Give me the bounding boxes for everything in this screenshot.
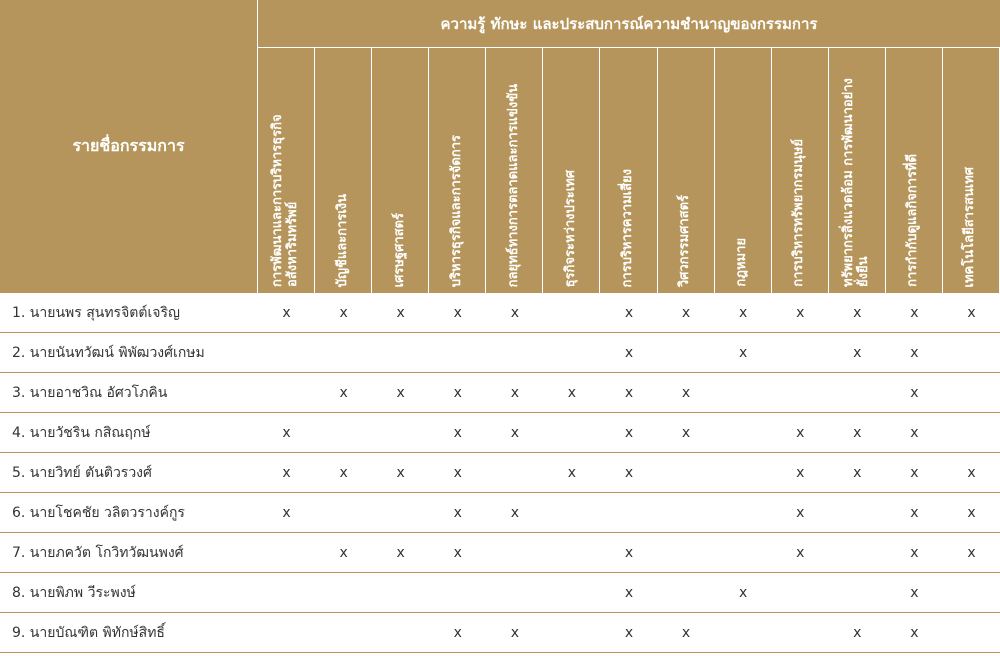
- skill-mark-cell: x: [486, 373, 543, 413]
- skills-group-header: ความรู้ ทักษะ และประสบการณ์ความชำนาญของกรรมการ: [258, 0, 1000, 48]
- skill-mark-cell: [715, 373, 772, 413]
- skill-mark-cell: x: [315, 533, 372, 573]
- skill-label: การบริหารความเสี่ยง: [620, 168, 636, 287]
- skill-mark-cell: x: [943, 533, 1000, 573]
- skill-mark-cell: [829, 493, 886, 533]
- skill-mark-cell: [715, 453, 772, 493]
- skill-mark-cell: x: [886, 333, 943, 373]
- skill-label: วิศวกรรมศาสตร์: [677, 194, 693, 287]
- skill-mark-cell: x: [315, 453, 372, 493]
- skill-mark-cell: x: [886, 373, 943, 413]
- skill-mark-cell: x: [486, 413, 543, 453]
- skill-mark-cell: x: [600, 413, 657, 453]
- skill-mark-cell: [315, 493, 372, 533]
- skill-mark-cell: x: [886, 293, 943, 333]
- skill-mark-cell: [829, 573, 886, 613]
- skill-mark-cell: x: [429, 613, 486, 653]
- skill-column-header: [543, 48, 600, 293]
- director-name: 7. นายภควัต โกวิทวัฒนพงศ์: [0, 533, 258, 573]
- skill-mark-cell: [315, 333, 372, 373]
- skill-mark-cell: [715, 533, 772, 573]
- skill-mark-cell: x: [943, 453, 1000, 493]
- skill-mark-cell: [372, 573, 429, 613]
- skill-mark-cell: [258, 533, 315, 573]
- director-name: 6. นายโชคชัย วลิตวรางค์กูร: [0, 493, 258, 533]
- skill-mark-cell: x: [772, 453, 829, 493]
- skill-mark-cell: [943, 573, 1000, 613]
- skill-mark-cell: [486, 573, 543, 613]
- skill-label: ธุรกิจระหว่างประเทศ: [562, 169, 578, 287]
- skill-label: การพัฒนาและการบริหารธุรกิจอสังหาริมทรัพย์: [270, 114, 301, 287]
- skill-mark-cell: [258, 573, 315, 613]
- skill-column-header: [486, 48, 543, 293]
- skill-label: กฎหมาย: [734, 238, 750, 287]
- skill-mark-cell: x: [772, 493, 829, 533]
- skill-mark-cell: x: [715, 293, 772, 333]
- skill-label: บริหารธุรกิจและการจัดการ: [448, 134, 464, 287]
- skill-mark-cell: [943, 333, 1000, 373]
- skill-mark-cell: x: [486, 613, 543, 653]
- skill-mark-cell: [543, 573, 600, 613]
- skill-mark-cell: x: [258, 293, 315, 333]
- skill-mark-cell: x: [315, 373, 372, 413]
- skill-mark-cell: x: [829, 613, 886, 653]
- skill-mark-cell: [715, 613, 772, 653]
- skill-mark-cell: [600, 493, 657, 533]
- skill-column-header: [886, 48, 943, 293]
- skill-mark-cell: x: [429, 413, 486, 453]
- skill-mark-cell: [543, 293, 600, 333]
- director-name: 2. นายนันทวัฒน์ พิพัฒวงศ์เกษม: [0, 333, 258, 373]
- director-name: 4. นายวัชริน กสิณฤกษ์: [0, 413, 258, 453]
- skill-mark-cell: [715, 413, 772, 453]
- skill-column-header: [600, 48, 657, 293]
- skill-mark-cell: x: [543, 373, 600, 413]
- skill-mark-cell: [372, 333, 429, 373]
- skill-mark-cell: x: [258, 413, 315, 453]
- skill-mark-cell: x: [658, 613, 715, 653]
- director-name: 1. นายนพร สุนทรจิตต์เจริญ: [0, 293, 258, 333]
- skill-column-header: [429, 48, 486, 293]
- skill-mark-cell: [943, 413, 1000, 453]
- skill-mark-cell: [372, 413, 429, 453]
- skill-mark-cell: x: [315, 293, 372, 333]
- skill-mark-cell: x: [715, 333, 772, 373]
- skill-mark-cell: [258, 333, 315, 373]
- skill-mark-cell: x: [600, 573, 657, 613]
- skill-mark-cell: x: [486, 493, 543, 533]
- skill-mark-cell: x: [372, 293, 429, 333]
- skill-mark-cell: x: [943, 293, 1000, 333]
- skill-mark-cell: [372, 613, 429, 653]
- skill-mark-cell: [658, 333, 715, 373]
- skill-label: กลยุทธ์ทางการตลาดและการแข่งขัน: [505, 83, 521, 287]
- skill-mark-cell: x: [829, 453, 886, 493]
- skill-label: เศรษฐศาสตร์: [391, 212, 407, 287]
- skill-mark-cell: [258, 373, 315, 413]
- skill-mark-cell: x: [715, 573, 772, 613]
- skill-mark-cell: x: [429, 533, 486, 573]
- skill-column-header: [258, 48, 315, 293]
- skill-mark-cell: [429, 573, 486, 613]
- skill-mark-cell: [258, 613, 315, 653]
- skill-mark-cell: [658, 453, 715, 493]
- skill-mark-cell: x: [600, 293, 657, 333]
- skill-mark-cell: x: [486, 293, 543, 333]
- skill-mark-cell: [543, 493, 600, 533]
- skill-mark-cell: x: [429, 293, 486, 333]
- director-name: 8. นายพิภพ วีระพงษ์: [0, 573, 258, 613]
- skill-mark-cell: [772, 613, 829, 653]
- skill-mark-cell: x: [372, 453, 429, 493]
- skill-column-header: [715, 48, 772, 293]
- skill-mark-cell: [715, 493, 772, 533]
- skill-mark-cell: [772, 573, 829, 613]
- skill-mark-cell: [543, 413, 600, 453]
- skill-mark-cell: x: [600, 373, 657, 413]
- skill-column-header: [772, 48, 829, 293]
- skill-mark-cell: x: [886, 533, 943, 573]
- skill-mark-cell: x: [543, 453, 600, 493]
- director-name: 3. นายอาชวิณ อัศวโภคิน: [0, 373, 258, 413]
- skill-mark-cell: x: [772, 413, 829, 453]
- skill-mark-cell: x: [886, 573, 943, 613]
- skill-mark-cell: x: [886, 613, 943, 653]
- director-name-header: รายชื่อกรรมการ: [0, 0, 258, 293]
- skill-column-header: [658, 48, 715, 293]
- skill-mark-cell: x: [886, 493, 943, 533]
- skill-mark-cell: x: [600, 333, 657, 373]
- skill-mark-cell: x: [772, 293, 829, 333]
- skill-mark-cell: x: [886, 413, 943, 453]
- skill-mark-cell: [543, 333, 600, 373]
- skill-mark-cell: x: [829, 413, 886, 453]
- skill-mark-cell: x: [372, 533, 429, 573]
- skill-label: เทคโนโลยีสารสนเทศ: [962, 166, 978, 287]
- skill-mark-cell: [543, 613, 600, 653]
- skill-column-header: [315, 48, 372, 293]
- skill-mark-cell: [658, 533, 715, 573]
- skill-mark-cell: [772, 333, 829, 373]
- skill-mark-cell: [658, 493, 715, 533]
- skill-mark-cell: x: [600, 613, 657, 653]
- skill-mark-cell: x: [772, 533, 829, 573]
- skill-mark-cell: [829, 373, 886, 413]
- skill-mark-cell: x: [829, 293, 886, 333]
- skill-mark-cell: [372, 493, 429, 533]
- skill-mark-cell: [486, 533, 543, 573]
- skill-mark-cell: [943, 373, 1000, 413]
- skill-mark-cell: [943, 613, 1000, 653]
- skill-label: การกำกับดูแลกิจการที่ดี: [905, 154, 921, 287]
- skill-mark-cell: x: [258, 493, 315, 533]
- skill-mark-cell: x: [429, 493, 486, 533]
- skill-mark-cell: x: [372, 373, 429, 413]
- skill-mark-cell: [315, 573, 372, 613]
- skill-column-header: [372, 48, 429, 293]
- skill-mark-cell: x: [429, 373, 486, 413]
- skill-mark-cell: x: [658, 373, 715, 413]
- director-name: 9. นายบัณฑิต พิทักษ์สิทธิ์: [0, 613, 258, 653]
- skill-mark-cell: x: [886, 453, 943, 493]
- skill-mark-cell: [658, 573, 715, 613]
- director-name: 5. นายวิทย์ ตันติวรวงศ์: [0, 453, 258, 493]
- skill-mark-cell: x: [658, 293, 715, 333]
- skill-column-header: [943, 48, 1000, 293]
- skill-column-header: [829, 48, 886, 293]
- skill-mark-cell: [829, 533, 886, 573]
- skill-mark-cell: x: [258, 453, 315, 493]
- skill-mark-cell: [543, 533, 600, 573]
- skill-mark-cell: x: [429, 453, 486, 493]
- skill-mark-cell: [772, 373, 829, 413]
- skill-label: บัญชีและการเงิน: [334, 193, 350, 287]
- skill-mark-cell: [429, 333, 486, 373]
- skill-mark-cell: x: [600, 533, 657, 573]
- skill-label: การบริหารทรัพยากรมนุษย์: [791, 139, 807, 287]
- skill-label: ทรัพยากรสิ่งแวดล้อม การพัฒนาอย่างยั่งยืน: [840, 78, 871, 287]
- skill-mark-cell: x: [600, 453, 657, 493]
- skill-mark-cell: x: [943, 493, 1000, 533]
- skill-mark-cell: [486, 453, 543, 493]
- skill-mark-cell: x: [658, 413, 715, 453]
- skill-mark-cell: [315, 613, 372, 653]
- skill-mark-cell: [315, 413, 372, 453]
- skill-mark-cell: [486, 333, 543, 373]
- skill-mark-cell: x: [829, 333, 886, 373]
